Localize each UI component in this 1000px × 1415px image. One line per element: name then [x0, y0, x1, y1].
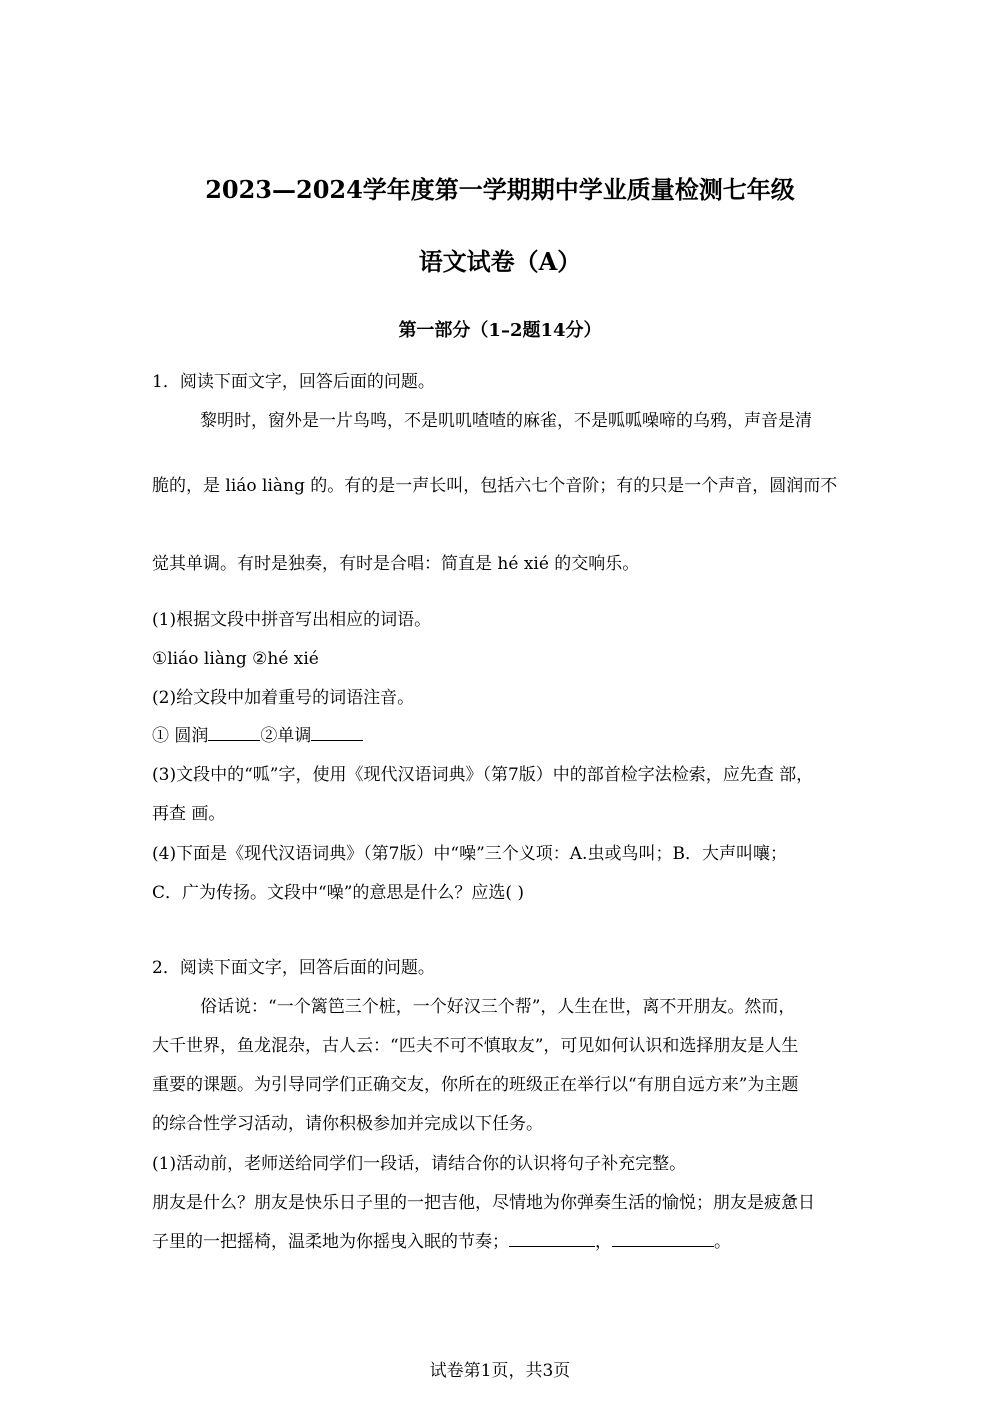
q1-sub1-items: ①liáo liàng ②hé xié	[152, 649, 319, 669]
period: 。	[714, 1232, 731, 1252]
q2-passage-line-1: 俗话说：“一个篱笆三个桩，一个好汉三个帮”，人生在世，离不开朋友。然而，	[200, 997, 796, 1017]
q1-prompt: 1．阅读下面文字，回答后面的问题。	[152, 372, 435, 392]
q2-passage-line-4: 的综合性学习活动，请你积极参加并完成以下任务。	[152, 1114, 543, 1134]
q2-sub1-line-2	[152, 1230, 731, 1254]
separator: ，	[595, 1232, 612, 1252]
q1-passage-line-1: 黎明时，窗外是一片鸟鸣，不是叽叽喳喳的麻雀，不是呱呱噪啼的乌鸦，声音是清	[200, 411, 812, 431]
q1-passage-line-3: 觉其单调。有时是独奏，有时是合唱：简直是 hé xié 的交响乐。	[152, 554, 640, 574]
q1-sub2-item-2: ②单调	[260, 726, 312, 746]
q2-sub1: (1)活动前，老师送给同学们一段话，请结合你的认识将句子补充完整。	[152, 1154, 687, 1174]
q1-sub3-line-2: 再查 画。	[152, 804, 226, 824]
q1-sub3-line-1: (3)文段中的“呱”字，使用《现代汉语词典》（第7版）中的部首检字法检索，应先查 部，	[152, 765, 814, 785]
answer-blank[interactable]	[509, 1230, 595, 1247]
exam-title: 2023—2024学年度第一学期期中学业质量检测七年级	[205, 175, 795, 204]
q2-sub1-text: 子里的一把摇椅，温柔地为你摇曳入眠的节奏；	[152, 1232, 509, 1252]
q2-prompt: 2．阅读下面文字，回答后面的问题。	[152, 958, 435, 978]
q2-passage-line-3: 重要的课题。为引导同学们正确交友，你所在的班级正在举行以“有朋自远方来”为主题	[152, 1075, 799, 1095]
page-footer: 试卷第1页，共3页	[429, 1361, 571, 1381]
q1-passage-line-2: 脆的，是 liáo liàng 的。有的是一声长叫，包括六七个音阶；有的只是一个声音，圆润而不	[152, 476, 838, 496]
q1-sub2: (2)给文段中加着重号的词语注音。	[152, 688, 415, 708]
answer-blank[interactable]	[208, 724, 260, 741]
q2-sub1-line-1: 朋友是什么？朋友是快乐日子里的一把吉他，尽情地为你弹奏生活的愉悦；朋友是疲惫日	[152, 1193, 815, 1213]
q1-sub2-items	[152, 724, 363, 748]
q1-sub4-line-1: (4)下面是《现代汉语词典》（第7版）中“噪”三个义项：A.虫或鸟叫；B．大声叫嚷；	[152, 844, 787, 864]
q1-sub4-line-2: C．广为传扬。文段中“噪”的意思是什么？应选( )	[152, 883, 525, 903]
q2-passage-line-2: 大千世界，鱼龙混杂，古人云：“匹夫不可不慎取友”，可见如何认识和选择朋友是人生	[152, 1036, 799, 1056]
answer-blank[interactable]	[612, 1230, 714, 1247]
q1-sub2-item-1: ① 圆润	[152, 726, 209, 746]
section-heading: 第一部分（1–2题14分）	[398, 320, 602, 341]
answer-blank[interactable]	[311, 724, 363, 741]
q1-sub1: (1)根据文段中拼音写出相应的词语。	[152, 610, 432, 630]
exam-subtitle: 语文试卷（A）	[418, 247, 582, 276]
